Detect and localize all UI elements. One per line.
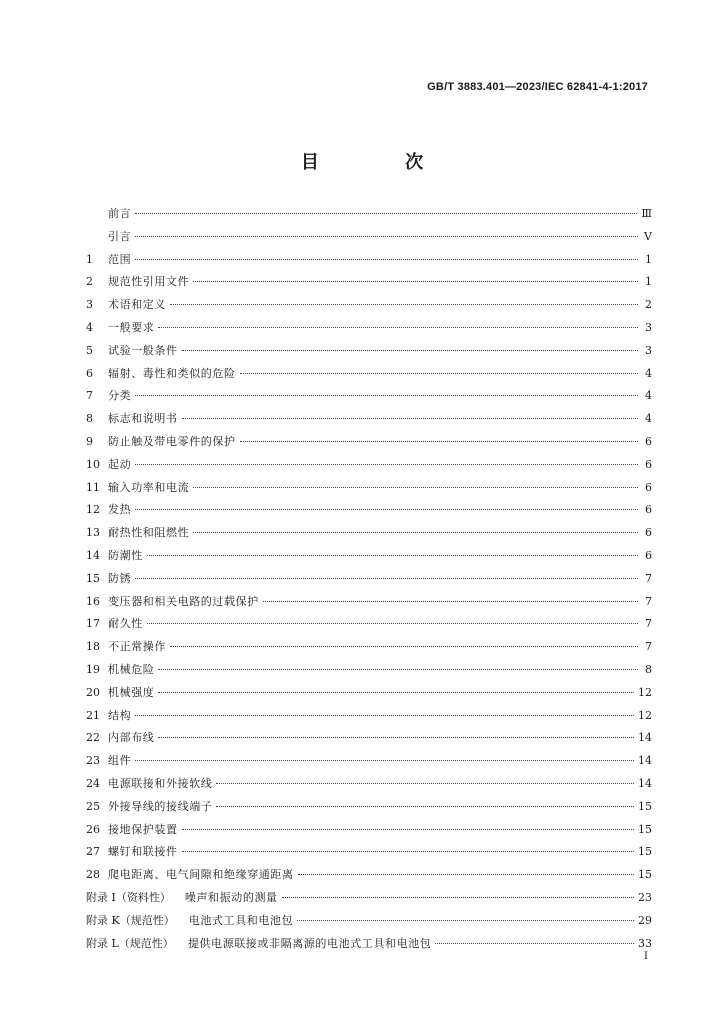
- toc-entry-title: 组件: [108, 754, 132, 768]
- toc-entry-number: 6: [86, 366, 93, 380]
- toc-entry-number: 4: [86, 320, 93, 334]
- toc-entry-title: 螺钉和联接件: [108, 845, 178, 859]
- toc-entry-number: 21: [86, 708, 100, 722]
- toc-entry-title: 变压器和相关电路的过载保护: [108, 594, 259, 608]
- toc-entry[interactable]: [86, 365, 652, 388]
- toc-entry[interactable]: [86, 296, 652, 319]
- toc-entry-page: 8: [645, 662, 652, 676]
- toc-leader-dots: [298, 873, 634, 875]
- toc-leader-dots: [135, 394, 638, 396]
- toc-leader-dots: [240, 440, 638, 442]
- toc-entry[interactable]: [86, 273, 652, 296]
- toc-entry-number: 18: [86, 640, 100, 654]
- toc-entry[interactable]: [86, 821, 652, 844]
- toc-entry-number: 8: [86, 412, 93, 426]
- toc-entry[interactable]: [86, 775, 652, 798]
- toc-entry-number: 2: [86, 275, 93, 289]
- toc-entry[interactable]: [86, 615, 652, 638]
- toc-entry-page: 14: [638, 776, 652, 790]
- toc-entry-number: 25: [86, 799, 100, 813]
- toc-entry[interactable]: [86, 570, 652, 593]
- toc-entry-page: 29: [638, 913, 652, 927]
- toc-leader-dots: [135, 463, 638, 465]
- toc-entry-title: 机械危险: [108, 662, 155, 676]
- toc-entry[interactable]: [86, 479, 652, 502]
- toc-leader-dots: [170, 645, 638, 647]
- toc-entry-number: 27: [86, 845, 100, 859]
- toc-entry-page: 2: [645, 298, 652, 312]
- toc-entry[interactable]: [86, 228, 652, 251]
- page-title: 目 次: [300, 152, 464, 173]
- toc-entry[interactable]: [86, 798, 652, 821]
- toc-entry-title: 术语和定义: [108, 298, 166, 312]
- toc-entry-number: 15: [86, 571, 100, 585]
- toc-entry-page: 6: [645, 548, 652, 562]
- toc-entry-page: 6: [645, 503, 652, 517]
- toc-entry-page: 7: [645, 617, 652, 631]
- toc-entry-title: 分类: [108, 389, 132, 403]
- table-of-contents: [86, 205, 652, 957]
- toc-entry-title: 规范性引用文件: [108, 275, 190, 289]
- toc-entry-page: 15: [638, 822, 652, 836]
- toc-entry[interactable]: [86, 707, 652, 730]
- toc-entry-title: 发热: [108, 503, 132, 517]
- toc-entry-title: 机械强度: [108, 685, 155, 699]
- toc-entry-page: 12: [638, 685, 652, 699]
- toc-entry[interactable]: [86, 729, 652, 752]
- toc-entry[interactable]: [86, 638, 652, 661]
- toc-entry[interactable]: [86, 387, 652, 410]
- toc-leader-dots: [182, 828, 634, 830]
- toc-entry[interactable]: [86, 661, 652, 684]
- toc-entry[interactable]: [86, 889, 652, 912]
- toc-entry-number: 24: [86, 776, 100, 790]
- toc-entry-title: 提供电源联接或非隔离源的电池式工具和电池包: [187, 936, 432, 950]
- toc-entry-number: 5: [86, 343, 93, 357]
- toc-entry-number: 附录 L（规范性）: [86, 936, 174, 950]
- toc-entry-title: 输入功率和电流: [108, 480, 190, 494]
- toc-entry-number: 附录 K（规范性）: [86, 913, 175, 927]
- toc-leader-dots: [135, 714, 634, 716]
- toc-leader-dots: [216, 782, 634, 784]
- toc-entry-title: 试验一般条件: [108, 343, 178, 357]
- toc-entry-title: 防潮性: [108, 548, 143, 562]
- toc-leader-dots: [297, 919, 634, 921]
- toc-entry[interactable]: [86, 524, 652, 547]
- toc-leader-dots: [435, 942, 634, 944]
- toc-entry-number: 9: [86, 434, 93, 448]
- toc-entry-title: 电源联接和外接软线: [108, 776, 213, 790]
- toc-leader-dots: [135, 235, 638, 237]
- toc-entry[interactable]: [86, 866, 652, 889]
- toc-entry-number: 12: [86, 503, 100, 517]
- toc-leader-dots: [193, 531, 638, 533]
- toc-entry-number: 14: [86, 548, 100, 562]
- toc-entry[interactable]: [86, 342, 652, 365]
- toc-entry-title: 前言: [108, 207, 132, 220]
- toc-leader-dots: [193, 280, 638, 282]
- toc-entry-page: 1: [645, 252, 652, 266]
- toc-entry[interactable]: [86, 319, 652, 342]
- toc-leader-dots: [216, 805, 634, 807]
- toc-entry[interactable]: [86, 593, 652, 616]
- toc-entry-number: 10: [86, 457, 100, 471]
- toc-leader-dots: [263, 600, 638, 602]
- toc-entry-page: 4: [645, 389, 652, 403]
- toc-entry[interactable]: [86, 456, 652, 479]
- toc-entry-title: 防止触及带电零件的保护: [108, 434, 236, 448]
- toc-leader-dots: [135, 759, 634, 761]
- toc-entry-page: Ⅴ: [644, 229, 652, 243]
- toc-entry-title: 结构: [108, 708, 132, 722]
- toc-entry-page: 3: [645, 320, 652, 334]
- toc-leader-dots: [135, 258, 638, 260]
- toc-entry-page: 7: [645, 594, 652, 608]
- toc-entry-number: 16: [86, 594, 100, 608]
- toc-entry-title: 噪声和振动的测量: [184, 890, 278, 904]
- toc-entry-title: 辐射、毒性和类似的危险: [108, 366, 236, 380]
- toc-entry[interactable]: [86, 251, 652, 274]
- toc-entry-number: 19: [86, 662, 100, 676]
- toc-entry-number: 3: [86, 298, 93, 312]
- toc-entry-page: 15: [638, 799, 652, 813]
- toc-entry-page: 6: [645, 434, 652, 448]
- toc-entry-number: 7: [86, 389, 93, 403]
- toc-entry[interactable]: [86, 205, 652, 228]
- toc-leader-dots: [147, 622, 638, 624]
- toc-entry-page: 7: [645, 640, 652, 654]
- toc-entry-title: 接地保护装置: [108, 822, 178, 836]
- toc-entry-title: 起动: [108, 457, 132, 471]
- toc-leader-dots: [158, 326, 638, 328]
- toc-entry-page: 1: [645, 275, 652, 289]
- toc-entry-number: 26: [86, 822, 100, 836]
- toc-entry-number: 附录 I（资料性）: [86, 890, 171, 904]
- toc-leader-dots: [182, 417, 638, 419]
- toc-entry-number: 17: [86, 617, 100, 631]
- toc-entry-page: 12: [638, 708, 652, 722]
- toc-entry-page: 33: [638, 936, 652, 950]
- toc-entry-page: 14: [638, 754, 652, 768]
- toc-leader-dots: [170, 303, 638, 305]
- toc-entry[interactable]: [86, 843, 652, 866]
- toc-entry[interactable]: [86, 752, 652, 775]
- toc-entry[interactable]: [86, 935, 652, 958]
- toc-entry[interactable]: [86, 433, 652, 456]
- toc-entry-page: 6: [645, 457, 652, 471]
- toc-entry-title: 范围: [108, 252, 132, 266]
- toc-entry-title: 防锈: [108, 571, 132, 585]
- toc-entry-page: 4: [645, 366, 652, 380]
- toc-entry-title: 爬电距离、电气间隙和绝缘穿通距离: [108, 868, 294, 882]
- toc-entry-page: 3: [645, 343, 652, 357]
- toc-leader-dots: [135, 577, 638, 579]
- toc-leader-dots: [240, 372, 638, 374]
- toc-leader-dots: [158, 691, 634, 693]
- toc-entry[interactable]: [86, 912, 652, 935]
- toc-leader-dots: [147, 554, 638, 556]
- toc-entry-page: 15: [638, 845, 652, 859]
- toc-entry-page: 15: [638, 868, 652, 882]
- toc-entry-number: 23: [86, 754, 100, 768]
- toc-entry[interactable]: [86, 547, 652, 570]
- toc-leader-dots: [182, 349, 638, 351]
- toc-entry-title: 标志和说明书: [108, 412, 178, 426]
- toc-entry-title: 引言: [108, 229, 132, 243]
- toc-entry-page: 6: [645, 480, 652, 494]
- toc-entry[interactable]: [86, 410, 652, 433]
- toc-entry-title: 耐热性和阻燃性: [108, 526, 190, 540]
- toc-entry-number: 20: [86, 685, 100, 699]
- standard-code: GB/T 3883.401—2023/IEC 62841-4-1:2017: [427, 81, 648, 93]
- toc-leader-dots: [193, 486, 638, 488]
- toc-entry-title: 一般要求: [108, 320, 155, 334]
- toc-leader-dots: [158, 668, 638, 670]
- toc-entry-number: 22: [86, 731, 100, 745]
- toc-entry-number: 28: [86, 868, 100, 882]
- toc-entry-title: 不正常操作: [108, 640, 166, 654]
- page-number: I: [644, 951, 648, 962]
- toc-entry-title: 电池式工具和电池包: [188, 913, 294, 927]
- toc-entry-title: 耐久性: [108, 617, 143, 631]
- toc-leader-dots: [158, 736, 634, 738]
- toc-entry-number: 13: [86, 526, 100, 540]
- toc-entry-page: 23: [638, 890, 652, 904]
- toc-leader-dots: [182, 850, 634, 852]
- toc-entry-number: 1: [86, 252, 93, 266]
- toc-leader-dots: [282, 896, 634, 898]
- toc-entry[interactable]: [86, 501, 652, 524]
- toc-entry-page: 7: [645, 571, 652, 585]
- toc-entry-page: 4: [645, 412, 652, 426]
- toc-leader-dots: [135, 212, 637, 214]
- toc-entry-title: 外接导线的接线端子: [108, 799, 213, 813]
- toc-entry[interactable]: [86, 684, 652, 707]
- toc-entry-page: 14: [638, 731, 652, 745]
- toc-entry-number: 11: [86, 480, 100, 494]
- toc-entry-title: 内部布线: [108, 731, 155, 745]
- toc-entry-page: Ⅲ: [641, 207, 652, 220]
- toc-leader-dots: [135, 508, 638, 510]
- toc-entry-page: 6: [645, 526, 652, 540]
